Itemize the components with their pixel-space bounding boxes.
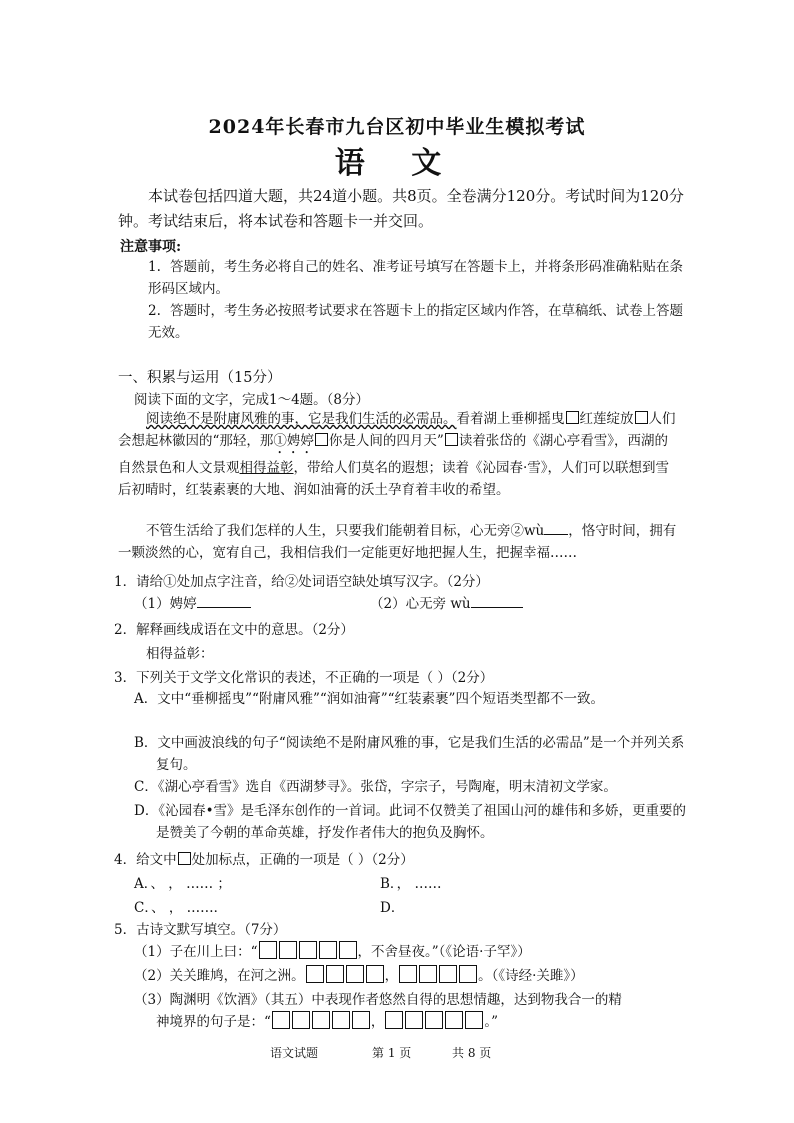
answer-box[interactable]: [272, 1011, 290, 1029]
question-3-option-c[interactable]: C．《湖心亭看雪》选自《西湖梦寻》。张岱，字宗子，号陶庵，明末清初文学家。: [134, 779, 617, 795]
question-2-stem: 2．解释画线成语在文中的意思。（2分）: [114, 622, 354, 638]
notice-heading: 注意事项:: [120, 239, 182, 255]
answer-box[interactable]: [326, 965, 344, 983]
reading-instruction: 阅读下面的文字，完成1～4题。（8分）: [134, 392, 370, 408]
footer-total: 共 8 页: [452, 1046, 492, 1060]
dotted-word: ①娉婷: [273, 433, 314, 449]
answer-box[interactable]: [465, 1011, 483, 1029]
footer-subject: 语文试题: [270, 1046, 319, 1060]
punctuation-box: [566, 411, 579, 424]
notice-item-num: 2.: [148, 303, 161, 319]
question-5-line-3: （3）陶渊明《饮酒》（其五）中表现作者悠然自得的思想情趣，达到物我合一的精: [134, 992, 622, 1008]
answer-box[interactable]: [366, 965, 384, 983]
passage-paragraph-2: 不管生活给了我们怎样的人生，只要我们能朝着目标，心无旁②wù ，恪守时间，拥有一颗淡然的心，宽宥自己，我相信我们一定能更好地把握人生，把握幸福……: [118, 523, 677, 561]
answer-box[interactable]: [385, 1011, 403, 1029]
question-1-b: （2）心无旁 wù: [370, 592, 523, 612]
question-1-a: （1）娉婷: [134, 592, 251, 612]
question-4-option-c[interactable]: C．、 ， ……．: [134, 900, 228, 916]
question-5-line-2: （2）关关雎鸠，在河之洲。 ， 。（《诗经·关雎》）: [134, 964, 584, 984]
question-4-option-d[interactable]: D．: [380, 900, 405, 916]
exam-intro: 本试卷包括四道大题，共24道小题。共8页。全卷满分120分。考试时间为120分钟。考试结束后，将本试卷和答题卡一并交回。: [118, 187, 684, 230]
answer-blank[interactable]: [544, 534, 568, 535]
answer-box[interactable]: [346, 965, 364, 983]
question-3-option-b[interactable]: B．文中画波浪线的句子“阅读绝不是附庸风雅的事，它是我们生活的必需品”是一个并列关系复句。: [134, 735, 685, 773]
passage-paragraph-1: 阅读绝不是附庸风雅的事，它是我们生活的必需品。看着湖上垂柳摇曳 红莲绽放 人们会想起林徽因的“那轻，那①娉婷 你是人间的四月天” 读着张岱的《湖心亭看雪》，西湖的自然景色和人文景观相得益彰，带给人们莫名的遐想；读着《沁园春·雪》，人们可以联想到雪后初晴时，红装素裹的大地、润如油膏的沃土孕育着丰收的希望。: [118, 411, 676, 498]
question-2-label: 相得益彰：: [146, 646, 214, 662]
answer-box[interactable]: [399, 965, 417, 983]
answer-box[interactable]: [259, 941, 277, 959]
answer-box[interactable]: [312, 1011, 330, 1029]
question-4-stem: 4．给文中 处加标点，正确的一项是（ ）（2分）: [114, 852, 414, 868]
punctuation-box: [635, 411, 648, 424]
notice-item-text: 答题时，考生务必按照考试要求在答题卡上的指定区域内作答，在草稿纸、试卷上答题无效。: [148, 303, 683, 341]
answer-box[interactable]: [332, 1011, 350, 1029]
footer-page: 第 1 页: [372, 1046, 412, 1060]
answer-box[interactable]: [459, 965, 477, 983]
subject-title: 语 文: [334, 146, 460, 181]
answer-box[interactable]: [292, 1011, 310, 1029]
answer-box[interactable]: [299, 941, 317, 959]
answer-box[interactable]: [352, 1011, 370, 1029]
punctuation-box: [445, 433, 458, 446]
question-5-stem: 5．古诗文默写填空。（7分）: [114, 922, 287, 938]
question-1-stem: 1．请给①处加点字注音，给②处词语空缺处填写汉字。（2分）: [114, 574, 489, 590]
answer-box[interactable]: [445, 1011, 463, 1029]
answer-box[interactable]: [319, 941, 337, 959]
notice-item-num: 1.: [148, 259, 161, 275]
question-4-option-b[interactable]: B．， ……: [380, 876, 442, 892]
section-heading: 一、积累与运用（15分）: [118, 370, 282, 386]
exam-title: 2024年长春市九台区初中毕业生模拟考试: [208, 116, 586, 138]
question-3-stem: 3．下列关于文学文化常识的表述，不正确的一项是（ ）（2分）: [114, 670, 494, 686]
question-3-option-a[interactable]: A．文中“垂柳摇曳”“附庸风雅”“润如油膏”“红装素裹”四个短语类型都不一致。: [134, 691, 604, 707]
answer-box[interactable]: [405, 1011, 423, 1029]
answer-box[interactable]: [279, 941, 297, 959]
answer-box[interactable]: [425, 1011, 443, 1029]
answer-blank[interactable]: [471, 607, 523, 608]
question-4-option-a[interactable]: A．、 ， …… ；: [134, 876, 231, 892]
notice-item-text: 答题前，考生务必将自己的姓名、准考证号填写在答题卡上，并将条形码准确粘贴在条形码区域内。: [148, 259, 683, 297]
answer-box[interactable]: [306, 965, 324, 983]
answer-box[interactable]: [339, 941, 357, 959]
answer-box[interactable]: [439, 965, 457, 983]
answer-blank[interactable]: [197, 607, 251, 608]
notice-item-1: [148, 256, 696, 300]
wavy-sentence: 阅读绝不是附庸风雅的事，它是我们生活的必需品。: [146, 411, 457, 427]
notice-item-2: [148, 300, 696, 344]
question-5-line-1: （1）子在川上曰：“ ，不舍昼夜。”（《论语·子罕》）: [134, 940, 531, 960]
underlined-idiom: 相得益彰: [239, 460, 294, 476]
punctuation-box: [178, 852, 191, 865]
answer-box[interactable]: [419, 965, 437, 983]
punctuation-box: [315, 433, 328, 446]
question-5-line-3b: 神境界的句子是：“ ， 。”: [156, 1010, 498, 1030]
question-3-option-d[interactable]: D．《沁园春•雪》是毛泽东创作的一首词。此词不仅赞美了祖国山河的雄伟和多娇，更重要的是赞美了今朝的革命英雄，抒发作者伟大的抱负及胸怀。: [134, 803, 687, 841]
